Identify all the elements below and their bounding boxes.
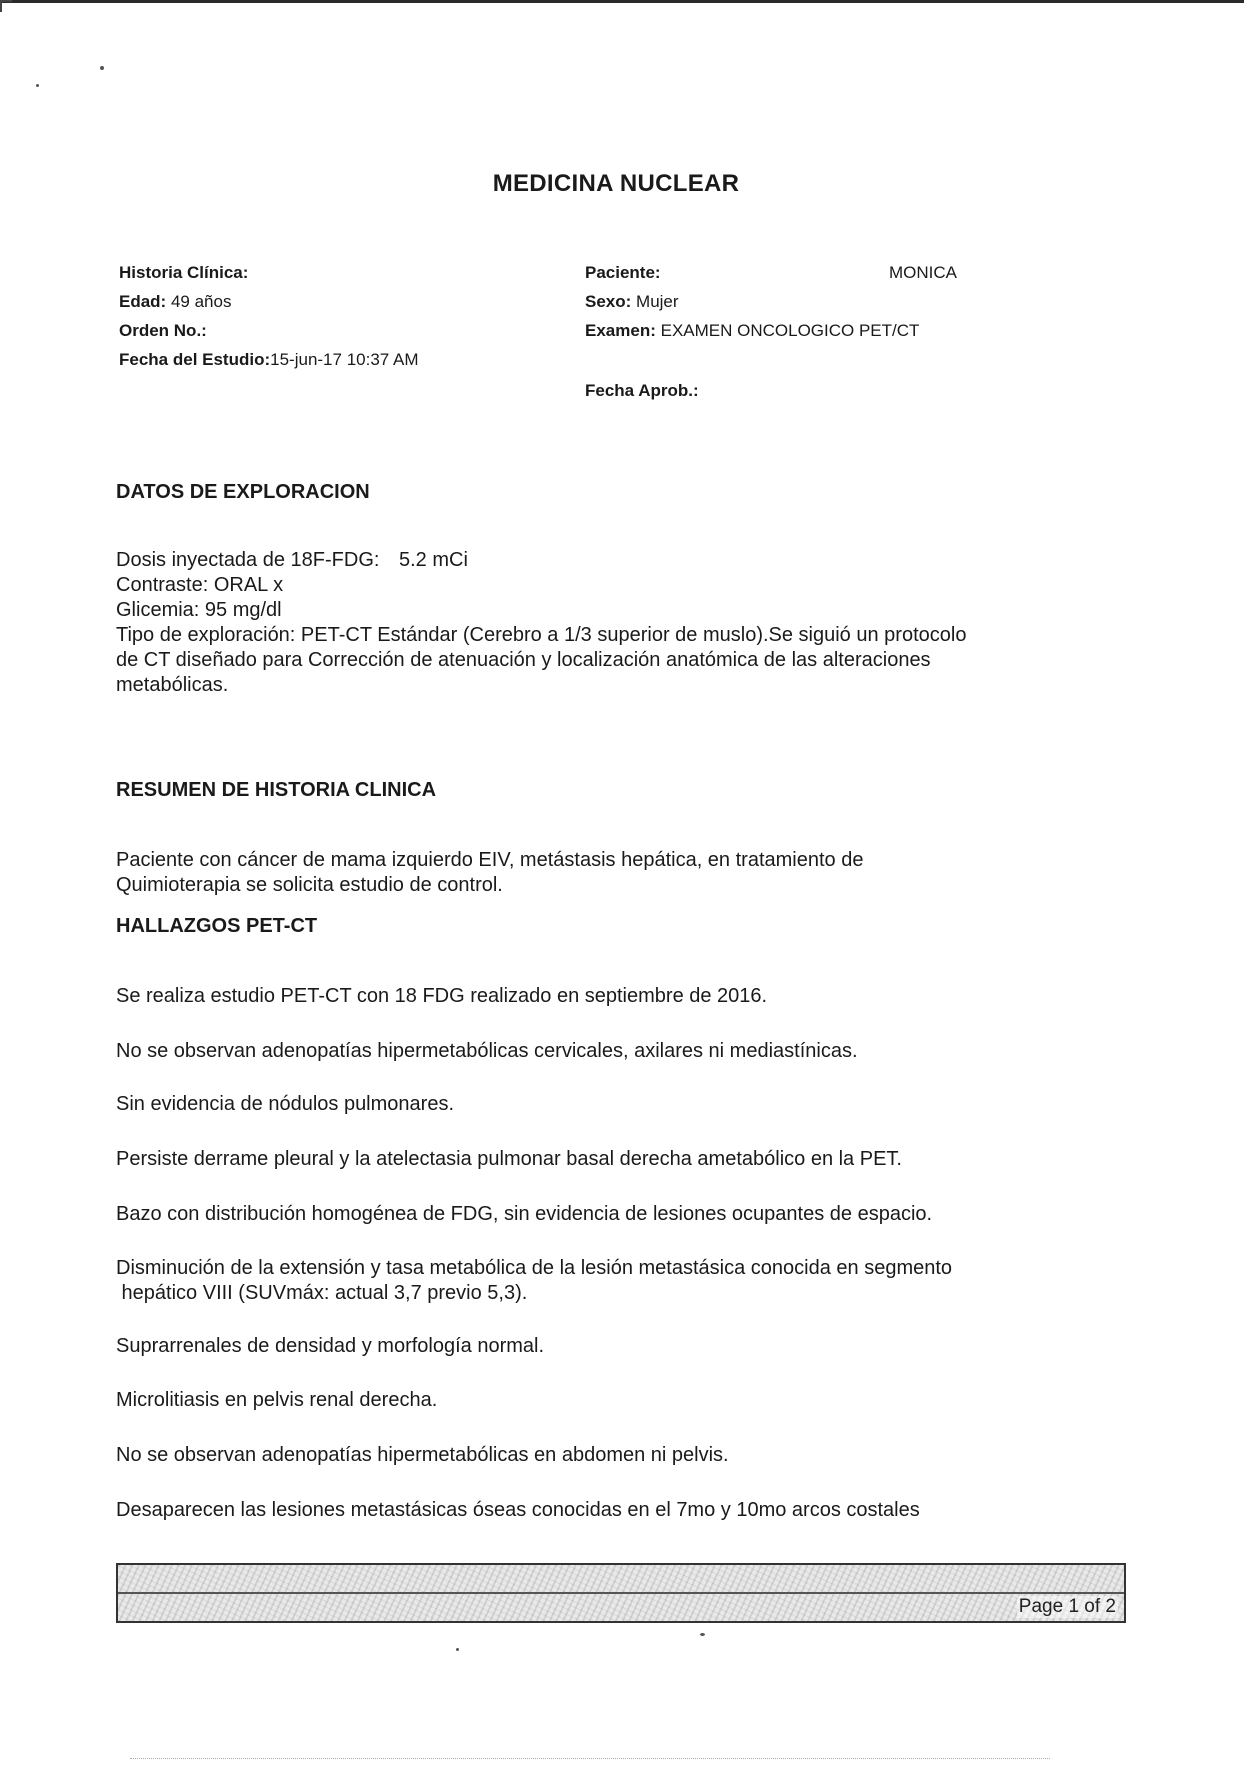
dosis-value: 5.2 mCi: [399, 549, 468, 571]
edad-row: [119, 287, 419, 316]
fecha-aprob-label: Fecha Aprob.:: [585, 381, 699, 400]
tipo-line-2: de CT diseñado para Corrección de atenuación y localización anatómica de las alteraciones: [116, 649, 931, 671]
tipo-line-3: metabólicas.: [116, 674, 229, 696]
page-footer: [116, 1563, 1126, 1623]
finding-item: Persiste derrame pleural y la atelectasia pulmonar basal derecha ametabólico en la PET.: [116, 1148, 902, 1170]
finding-item: Desaparecen las lesiones metastásicas óseas conocidas en el 7mo y 10mo arcos costales: [116, 1499, 920, 1521]
resumen-line-1: Paciente con cáncer de mama izquierdo EIV, metástasis hepática, en tratamiento de: [116, 849, 864, 871]
edad-label: Edad:: [119, 292, 167, 311]
paciente-row: [585, 258, 965, 287]
patient-info-right: [585, 258, 965, 405]
info-spacer: [585, 345, 965, 376]
fecha-estudio-label: Fecha del Estudio:: [119, 350, 271, 369]
exploracion-heading: DATOS DE EXPLORACION: [116, 481, 370, 503]
scan-speck: [100, 66, 104, 70]
finding-item: Microlitiasis en pelvis renal derecha.: [116, 1389, 438, 1411]
scan-speck: [700, 1633, 705, 1636]
finding-item: Bazo con distribución homogénea de FDG, sin evidencia de lesiones ocupantes de espacio.: [116, 1203, 933, 1225]
orden-label: Orden No.:: [119, 321, 207, 340]
finding-item: Suprarrenales de densidad y morfología normal.: [116, 1335, 545, 1357]
historia-label: Historia Clínica:: [119, 263, 249, 282]
hallazgos-heading: HALLAZGOS PET-CT: [116, 915, 318, 937]
finding-item: No se observan adenopatías hipermetabólicas cervicales, axilares ni mediastínicas.: [116, 1040, 858, 1062]
page-title: MEDICINA NUCLEAR: [492, 170, 740, 197]
footer-divider: [118, 1592, 1124, 1594]
orden-row: [119, 316, 419, 345]
resumen-line-2: Quimioterapia se solicita estudio de control.: [116, 874, 503, 896]
finding-item: Sin evidencia de nódulos pulmonares.: [116, 1093, 454, 1115]
resumen-heading: RESUMEN DE HISTORIA CLINICA: [116, 779, 437, 801]
paciente-value: MONICA: [889, 263, 957, 282]
paciente-label: Paciente:: [585, 263, 661, 282]
sexo-row: [585, 287, 965, 316]
fecha-estudio-value: 15-jun-17 10:37 AM: [270, 350, 419, 369]
finding-item: No se observan adenopatías hipermetabólicas en abdomen ni pelvis.: [116, 1444, 729, 1466]
finding-item: Disminución de la extensión y tasa metabólica de la lesión metastásica conocida en segmento: [116, 1257, 953, 1279]
scan-bottom-edge: [130, 1758, 1050, 1760]
patient-info-left: [119, 258, 419, 374]
examen-row: [585, 316, 965, 345]
scan-speck: [36, 84, 39, 87]
page-number: Page 1 of 2: [1018, 1596, 1116, 1617]
finding-item-continuation: hepático VIII (SUVmáx: actual 3,7 previo 5,3).: [116, 1282, 528, 1304]
contraste-line: Contraste: ORAL x: [116, 574, 284, 596]
historia-row: [119, 258, 419, 287]
dosis-line: [116, 548, 1116, 573]
scan-corner-mark: [0, 0, 12, 12]
examen-label: Examen:: [585, 321, 656, 340]
sexo-label: Sexo:: [585, 292, 632, 311]
resumen-body: [116, 848, 1116, 898]
tipo-line-1: Tipo de exploración: PET-CT Estándar (Cerebro a 1/3 superior de muslo).Se siguió un protocolo: [116, 624, 967, 646]
sexo-value: Mujer: [636, 292, 679, 311]
scan-speck: [456, 1648, 459, 1651]
dosis-label: Dosis inyectada de 18F-FDG:: [116, 549, 380, 571]
fecha-aprob-row: [585, 376, 965, 405]
fecha-estudio-row: [119, 345, 419, 374]
examen-value: EXAMEN ONCOLOGICO PET/CT: [660, 321, 920, 340]
exploracion-body: [116, 548, 1116, 698]
scan-edge-line: [0, 0, 1244, 3]
edad-value: 49 años: [170, 292, 232, 311]
glicemia-line: Glicemia: 95 mg/dl: [116, 599, 282, 621]
finding-item: Se realiza estudio PET-CT con 18 FDG realizado en septiembre de 2016.: [116, 985, 768, 1007]
